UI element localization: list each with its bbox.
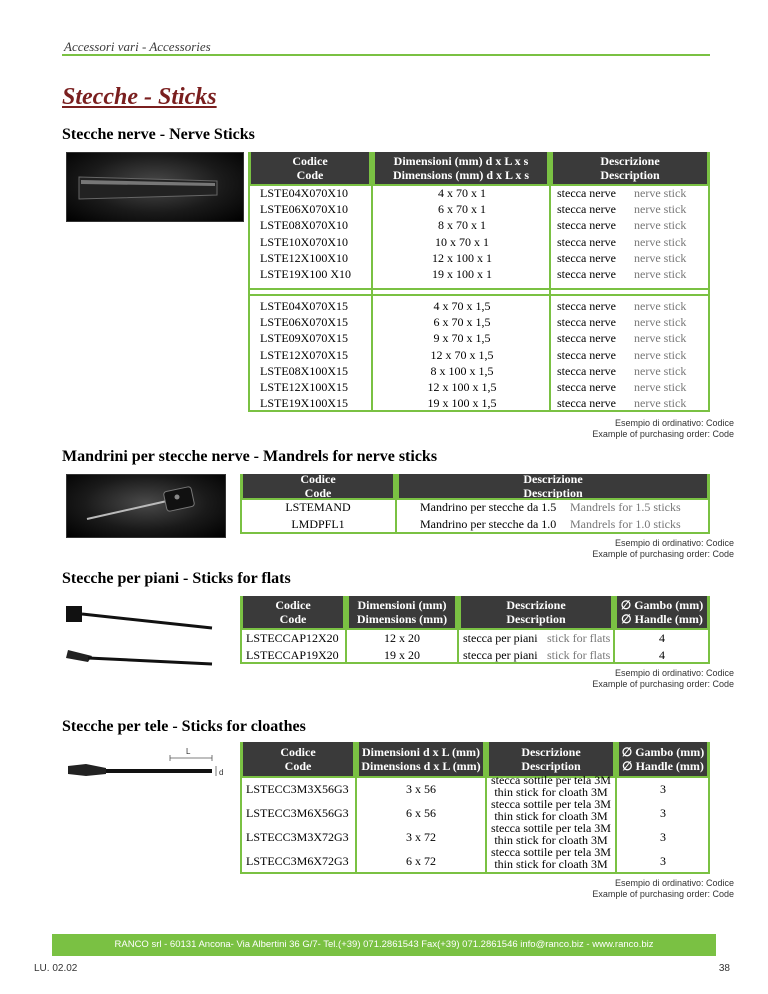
mandrel-header-desc [396,474,710,498]
nerve-code: LSTE06X070X10 [260,202,348,217]
cloathes-code: LSTECC3M3X56G3 [246,782,349,796]
nerve-dims: 6 x 70 x 1 [438,202,486,217]
nerve-desc-it: stecca nerve [557,380,616,394]
cloathes-header-code [240,742,356,776]
nerve-desc-en: nerve stick [634,299,687,313]
cloathes-handle: 3 [660,854,666,868]
mandrel-desc-en: Mandrels for 1.5 sticks [570,500,681,514]
cloathes-code: LSTECC3M6X56G3 [246,806,349,820]
nerve-dims: 12 x 70 x 1,5 [430,347,494,362]
nerve-header-code-it: Codice [292,154,328,168]
page-title: Stecche - Sticks [62,84,217,110]
cloathes-handle: 3 [660,782,666,796]
nerve-desc-en: nerve stick [634,331,687,346]
nerve-desc-it: stecca nerve [557,218,616,233]
nerve-header-dims [372,152,550,184]
cloathes-header-handle-it: ∅ Gambo (mm) [621,745,705,759]
length-label: L [186,747,191,756]
flats-dims: 12 x 20 [384,631,420,645]
nerve-code: LSTE04X070X10 [260,186,348,200]
nerve-code: LSTE08X070X10 [260,218,348,233]
nerve-desc-it: stecca nerve [557,267,616,281]
cloathes-header-handle [616,742,710,776]
flat-stick-photo [62,596,230,674]
nerve-code: LSTE19X100X15 [260,396,348,411]
nerve-code: LSTE10X070X10 [260,234,348,249]
flats-example-en: Example of purchasing order: Code [592,679,734,689]
cloathes-example-en: Example of purchasing order: Code [592,889,734,899]
flats-code: LSTECCAP19X20 [246,647,339,662]
header-divider [62,54,710,56]
flats-example-it: Esempio di ordinativo: Codice [614,668,734,678]
nerve-code: LSTE12X100X15 [260,380,348,394]
nerve-dims: 8 x 70 x 1 [438,218,486,233]
mandrel-example-it: Esempio di ordinativo: Codice [614,538,734,548]
footer-revision: LU. 02.02 [34,963,78,974]
nerve-code: LSTE19X100 X10 [260,267,351,281]
flats-desc-en: stick for flats [547,631,611,645]
nerve-dims: 6 x 70 x 1,5 [433,315,491,330]
nerve-header-desc [550,152,710,184]
nerve-desc-it: stecca nerve [557,186,616,200]
mandrel-header-desc-it: Descrizione [523,472,583,486]
flats-handle: 4 [659,647,665,662]
cloathes-header-dims-en: Dimensions d x L (mm) [361,759,481,773]
nerve-desc-en: nerve stick [634,267,687,281]
cloathes-desc-it: stecca sottile per tela 3M [491,821,611,835]
mandrel-header-code-en: Code [304,486,332,500]
nerve-dims: 12 x 100 x 1 [432,250,492,265]
flat-stick-illustration [62,596,230,674]
cloathes-example-it: Esempio di ordinativo: Codice [614,878,734,888]
cloathes-header-handle-en: ∅ Handle (mm) [622,759,704,773]
flats-desc-it: stecca per piani [463,631,538,645]
nerve-stick-illustration [67,153,245,223]
section-title-cloathes: Stecche per tele - Sticks for cloathes [62,718,306,735]
flats-header-desc-en: Description [506,612,566,626]
flats-header-desc [458,596,614,628]
nerve-header-code [248,152,372,184]
cloathes-header-code-it: Codice [280,745,316,759]
nerve-desc-it: stecca nerve [557,396,616,411]
nerve-desc-en: nerve stick [634,347,687,362]
nerve-group-sep-a [248,288,710,290]
header-title: Accessori vari - Accessories [64,39,211,54]
flats-header-dims-it: Dimensioni (mm) [357,598,447,612]
cloathes-header-code-en: Code [284,759,312,773]
flats-order-example [592,668,734,690]
nerve-example-en: Example of purchasing order: Code [592,429,734,439]
nerve-desc-en: nerve stick [634,250,687,265]
nerve-dims: 4 x 70 x 1,5 [433,299,491,313]
nerve-header-code-en: Code [296,168,324,182]
nerve-desc-it: stecca nerve [557,202,616,217]
flats-dims: 19 x 20 [384,647,420,662]
cloathes-code: LSTECC3M6X72G3 [246,854,349,868]
nerve-desc-it: stecca nerve [557,331,616,346]
cloathes-dims: 3 x 56 [406,782,436,796]
nerve-code: LSTE09X070X15 [260,331,348,346]
nerve-dims: 19 x 100 x 1,5 [427,396,497,411]
nerve-code: LSTE12X100X10 [260,250,348,265]
nerve-header-desc-en: Description [600,168,660,182]
mandrel-desc-it: Mandrino per stecche da 1.5 [420,500,557,514]
section-title-flats: Stecche per piani - Sticks for flats [62,570,291,587]
cloathes-dims: 3 x 72 [406,830,436,844]
flats-header-code-en: Code [279,612,307,626]
cloathes-header-dims-it: Dimensioni d x L (mm) [361,745,480,759]
nerve-dims: 4 x 70 x 1 [438,186,486,200]
nerve-desc-it: stecca nerve [557,250,616,265]
footer-contact-bar: RANCO srl - 60131 Ancona- Via Albertini 36 G/7- Tel.(+39) 071.2861543 Fax(+39) 071.2861546 info@ranco.biz - www.ranco.biz [52,934,716,956]
nerve-desc-en: nerve stick [634,234,687,249]
flats-header-desc-it: Descrizione [506,598,566,612]
nerve-desc-en: nerve stick [634,186,687,200]
diameter-label: d [219,768,224,777]
nerve-dims: 8 x 100 x 1,5 [430,363,494,378]
cloathes-header-desc [486,742,616,776]
nerve-desc-en: nerve stick [634,396,687,411]
cloathes-handle: 3 [660,806,666,820]
cloathes-desc-en: thin stick for cloath 3M [494,857,608,871]
nerve-order-example [592,418,734,440]
nerve-code: LSTE12X070X15 [260,347,348,362]
cloathes-desc-en: thin stick for cloath 3M [494,809,608,823]
nerve-desc-en: nerve stick [634,380,687,394]
nerve-desc-it: stecca nerve [557,347,616,362]
mandrel-code: LMDPFL1 [291,517,345,531]
mandrel-order-example [592,538,734,560]
nerve-desc-it: stecca nerve [557,299,616,313]
cloathes-desc-it: stecca sottile per tela 3M [491,797,611,811]
section-title-mandrels: Mandrini per stecche nerve - Mandrels for nerve sticks [62,448,438,465]
mandrel-code: LSTEMAND [285,500,351,514]
flats-header-handle-en: ∅ Handle (mm) [621,612,703,626]
nerve-header-desc-it: Descrizione [600,154,660,168]
cloathes-dims: 6 x 72 [406,854,436,868]
cloathes-desc-it: stecca sottile per tela 3M [491,773,611,787]
nerve-desc-en: nerve stick [634,202,687,217]
nerve-stick-photo [66,152,244,222]
nerve-header-dims-it: Dimensioni (mm) d x L x s [393,154,529,168]
nerve-example-it: Esempio di ordinativo: Codice [614,418,734,428]
cloath-stick-illustration [62,742,230,788]
nerve-dims: 19 x 100 x 1 [432,267,492,281]
flats-desc-en: stick for flats [547,647,611,662]
page-number: 38 [718,963,730,974]
flats-header-code [240,596,346,628]
nerve-desc-en: nerve stick [634,218,687,233]
mandrel-desc-it: Mandrino per stecche da 1.0 [420,517,557,531]
nerve-desc-en: nerve stick [634,363,687,378]
nerve-col-sep-1 [371,184,373,412]
mandrel-desc-en: Mandrels for 1.0 sticks [570,517,681,531]
nerve-desc-it: stecca nerve [557,315,616,330]
nerve-code: LSTE06X070X15 [260,315,348,330]
nerve-header-dims-en: Dimensions (mm) d x L x s [392,168,529,182]
nerve-desc-en: nerve stick [634,315,687,330]
cloath-stick-photo [62,742,230,788]
mandrel-header-code [240,474,396,498]
cloathes-handle: 3 [660,830,666,844]
flats-header-dims-en: Dimensions (mm) [356,612,448,626]
cloathes-dims: 6 x 56 [406,806,436,820]
flats-header-dims [346,596,458,628]
flats-header-handle [614,596,710,628]
flats-header-code-it: Codice [275,598,311,612]
nerve-dims: 10 x 70 x 1 [435,234,489,249]
nerve-desc-it: stecca nerve [557,234,616,249]
cloathes-header-dims [356,742,486,776]
mandrel-illustration [67,475,227,539]
cloathes-order-example [592,878,734,900]
mandrel-photo [66,474,226,538]
flats-code: LSTECCAP12X20 [246,631,339,645]
nerve-dims: 12 x 100 x 1,5 [427,380,497,394]
mandrel-header-desc-en: Description [523,486,583,500]
cloathes-code: LSTECC3M3X72G3 [246,830,349,844]
mandrel-header-code-it: Codice [300,472,336,486]
cloathes-header-desc-it: Descrizione [521,745,581,759]
cloathes-header-desc-en: Description [521,759,581,773]
cloathes-desc-en: thin stick for cloath 3M [494,785,608,799]
nerve-desc-it: stecca nerve [557,363,616,378]
cloathes-desc-it: stecca sottile per tela 3M [491,845,611,859]
cloathes-desc-en: thin stick for cloath 3M [494,833,608,847]
flats-header-handle-it: ∅ Gambo (mm) [620,598,704,612]
section-title-nerve: Stecche nerve - Nerve Sticks [62,126,255,143]
nerve-code: LSTE08X100X15 [260,363,348,378]
flats-desc-it: stecca per piani [463,647,538,662]
nerve-code: LSTE04X070X15 [260,299,348,313]
flats-handle: 4 [659,631,665,645]
nerve-dims: 9 x 70 x 1,5 [433,331,491,346]
mandrel-example-en: Example of purchasing order: Code [592,549,734,559]
nerve-group-sep-b [248,294,710,296]
